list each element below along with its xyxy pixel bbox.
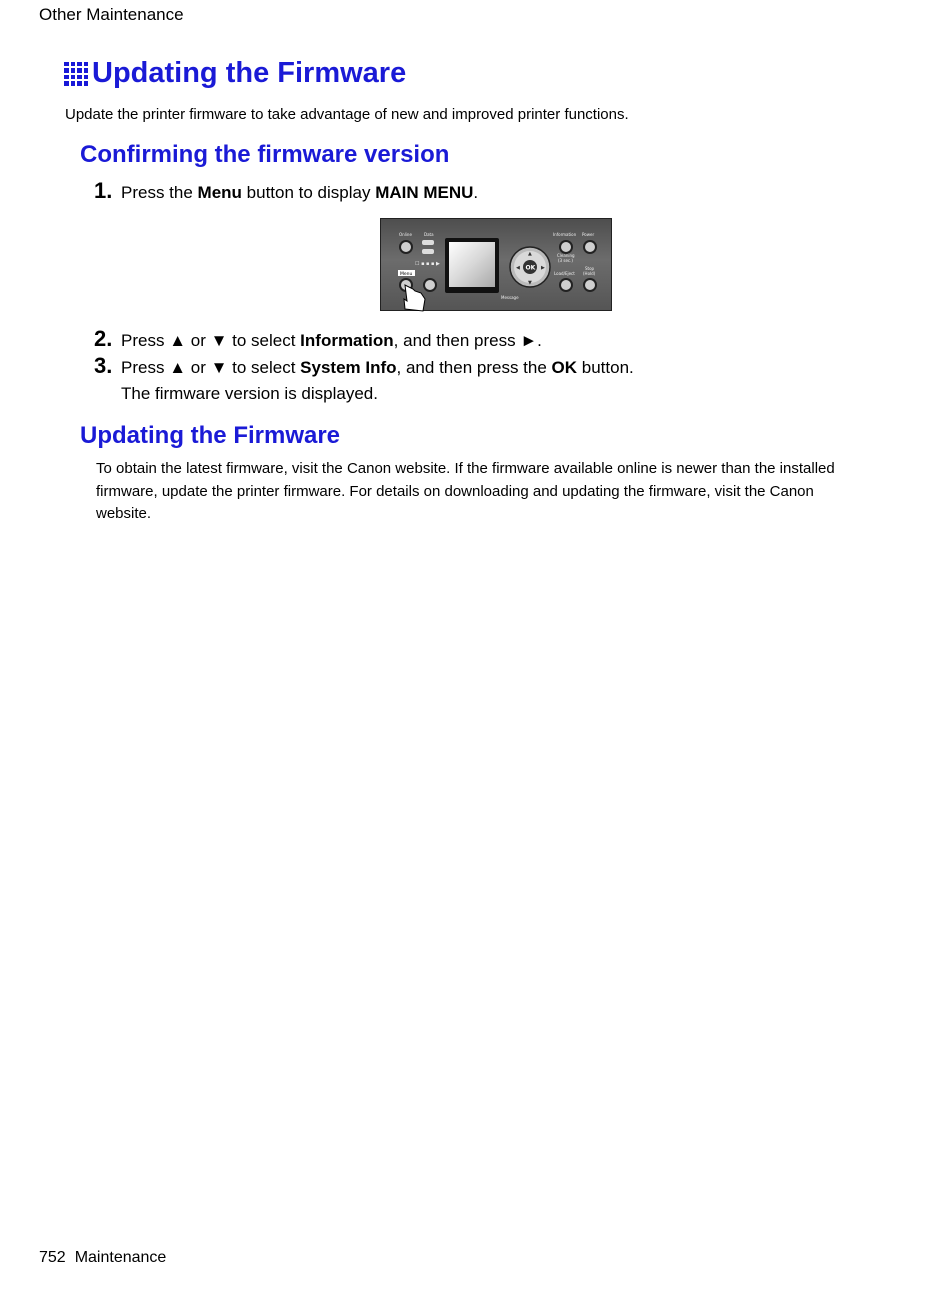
- control-panel-illustration: [380, 218, 612, 311]
- footer-section: Maintenance: [74, 1249, 167, 1266]
- section-heading-updating-firmware: Updating the Firmware: [80, 422, 341, 449]
- ok-label: OK: [525, 264, 536, 272]
- stop-label: Stop: [585, 266, 595, 271]
- online-label: Online: [399, 232, 412, 237]
- up-arrow-icon: ▲: [169, 331, 187, 350]
- step-number: 3.: [94, 353, 113, 378]
- step-text: Press the Menu button to display MAIN MENU.: [121, 183, 479, 202]
- step-3: [94, 353, 634, 379]
- step-result: The firmware version is displayed.: [121, 384, 378, 403]
- step-number: 1.: [94, 178, 113, 203]
- information-label: Information: [553, 232, 577, 237]
- data-lamp-2: [422, 249, 434, 254]
- stop-sub: (Hold): [583, 271, 596, 276]
- step-2: [94, 326, 542, 352]
- cleaning-label: Cleaning: [557, 253, 575, 258]
- right-arrow-icon: ►: [520, 331, 538, 350]
- control-panel-drawing: [381, 219, 613, 312]
- down-arrow-icon: ▼: [210, 331, 228, 350]
- dpad-down-icon: ▼: [528, 280, 532, 286]
- data-lamp: [422, 240, 434, 245]
- step-text: Press ▲ or ▼ to select System Info, and then press the OK button.: [121, 358, 634, 377]
- page-footer: [39, 1249, 166, 1267]
- load-eject-label: Load/Eject: [554, 271, 575, 276]
- grid-icon: [64, 62, 88, 86]
- display-screen: [449, 242, 495, 287]
- step-1: [94, 178, 478, 204]
- step-number: 2.: [94, 326, 113, 351]
- dpad-right-icon: ▶: [541, 265, 545, 271]
- data-label: Data: [424, 232, 434, 237]
- up-arrow-icon: ▲: [169, 358, 187, 377]
- dpad-left-icon: ◀: [516, 265, 520, 271]
- cleaning-sub: (3 sec.): [558, 258, 573, 263]
- page-title: Updating the Firmware: [92, 57, 407, 89]
- updating-paragraph: To obtain the latest firmware, visit the Canon website. If the firmware available online is newer than the installed firmware, update the printer firmware. For details on downloading and updating the firmware, visit the Canon website.: [96, 460, 835, 522]
- section-heading-confirm-version: Confirming the firmware version: [80, 141, 450, 168]
- message-label: Message: [501, 295, 519, 300]
- power-label: Power: [582, 232, 595, 237]
- page-number: 752: [39, 1249, 66, 1266]
- menu-label: Menu: [400, 272, 413, 277]
- arrow-hints: ☐ ▪ ▪ ▪ ▶: [415, 261, 440, 267]
- intro-text: Update the printer firmware to take advantage of new and improved printer functions.: [65, 106, 629, 123]
- hand-pointer-icon: [404, 285, 425, 311]
- running-header: Other Maintenance: [39, 5, 184, 24]
- down-arrow-icon: ▼: [210, 358, 228, 377]
- dpad-up-icon: ▲: [528, 251, 532, 257]
- page-title-block: [64, 57, 406, 90]
- step-text: Press ▲ or ▼ to select Information, and then press ►.: [121, 331, 542, 350]
